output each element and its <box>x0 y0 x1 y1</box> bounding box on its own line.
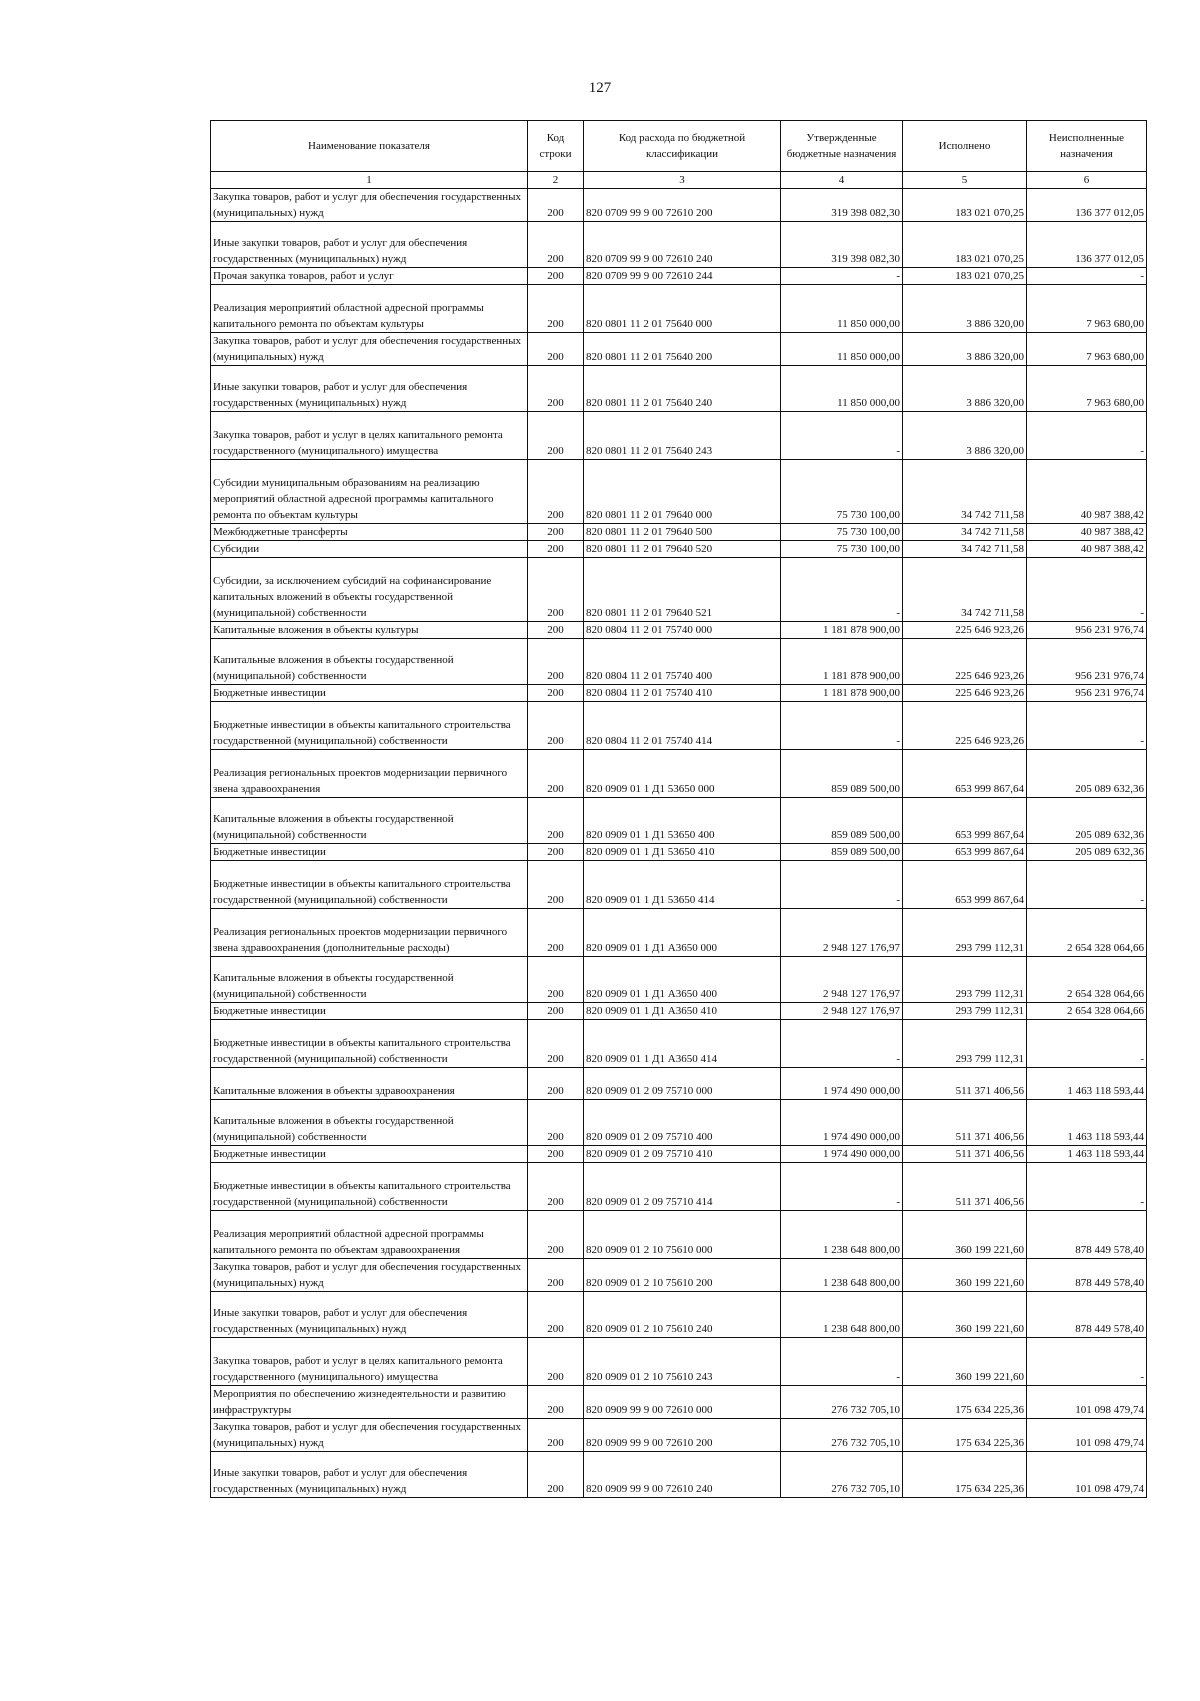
row-name: Капитальные вложения в объекты государственной (муниципальной) собственности <box>211 957 528 1003</box>
row-approved: - <box>781 861 903 909</box>
header-name: Наименование показателя <box>211 121 528 172</box>
row-line-code: 200 <box>528 1259 584 1292</box>
row-executed: 653 999 867,64 <box>903 844 1027 861</box>
row-unexecuted: 136 377 012,05 <box>1027 189 1147 222</box>
row-name: Субсидии, за исключением субсидий на софинансирование капитальных вложений в объекты государственной (муниципальной) собственности <box>211 558 528 622</box>
row-unexecuted: 956 231 976,74 <box>1027 622 1147 639</box>
row-unexecuted: - <box>1027 1020 1147 1068</box>
row-executed: 360 199 221,60 <box>903 1292 1027 1338</box>
row-name: Реализация мероприятий областной адресной программы капитального ремонта по объектам здравоохранения <box>211 1211 528 1259</box>
row-approved: 11 850 000,00 <box>781 333 903 366</box>
row-line-code: 200 <box>528 524 584 541</box>
row-line-code: 200 <box>528 861 584 909</box>
row-unexecuted: 956 231 976,74 <box>1027 639 1147 685</box>
row-executed: 175 634 225,36 <box>903 1386 1027 1419</box>
table-row <box>211 541 1147 558</box>
row-name: Реализация мероприятий областной адресной программы капитального ремонта по объектам культуры <box>211 285 528 333</box>
table-row <box>211 412 1147 460</box>
row-name: Реализация региональных проектов модернизации первичного звена здравоохранения <box>211 750 528 798</box>
row-budget-code: 820 0909 01 1 Д1 53650 410 <box>584 844 781 861</box>
row-name: Иные закупки товаров, работ и услуг для обеспечения государственных (муниципальных) нужд <box>211 222 528 268</box>
table-row <box>211 750 1147 798</box>
row-unexecuted: 101 098 479,74 <box>1027 1386 1147 1419</box>
row-executed: 653 999 867,64 <box>903 798 1027 844</box>
row-name: Иные закупки товаров, работ и услуг для обеспечения государственных (муниципальных) нужд <box>211 366 528 412</box>
row-approved: - <box>781 558 903 622</box>
row-budget-code: 820 0801 11 2 01 75640 240 <box>584 366 781 412</box>
row-budget-code: 820 0909 01 2 09 75710 400 <box>584 1100 781 1146</box>
row-approved: 276 732 705,10 <box>781 1386 903 1419</box>
row-unexecuted: 2 654 328 064,66 <box>1027 909 1147 957</box>
table-row <box>211 524 1147 541</box>
row-executed: 34 742 711,58 <box>903 541 1027 558</box>
row-approved: 2 948 127 176,97 <box>781 1003 903 1020</box>
row-line-code: 200 <box>528 189 584 222</box>
row-name: Реализация региональных проектов модернизации первичного звена здравоохранения (дополнительные расходы) <box>211 909 528 957</box>
table-row <box>211 1292 1147 1338</box>
table-row <box>211 1452 1147 1498</box>
row-approved: - <box>781 268 903 285</box>
row-executed: 360 199 221,60 <box>903 1259 1027 1292</box>
row-budget-code: 820 0909 01 2 10 75610 200 <box>584 1259 781 1292</box>
row-budget-code: 820 0909 99 9 00 72610 000 <box>584 1386 781 1419</box>
row-line-code: 200 <box>528 798 584 844</box>
row-executed: 3 886 320,00 <box>903 333 1027 366</box>
table-row <box>211 1003 1147 1020</box>
row-line-code: 200 <box>528 702 584 750</box>
row-name: Субсидии муниципальным образованиям на реализацию мероприятий областной адресной программы капитального ремонта по объектам культуры <box>211 460 528 524</box>
row-line-code: 200 <box>528 1386 584 1419</box>
column-number: 2 <box>528 172 584 189</box>
row-executed: 225 646 923,26 <box>903 702 1027 750</box>
budget-table <box>210 120 1147 1498</box>
row-approved: 1 238 648 800,00 <box>781 1259 903 1292</box>
row-unexecuted: 136 377 012,05 <box>1027 222 1147 268</box>
row-unexecuted: 40 987 388,42 <box>1027 524 1147 541</box>
row-approved: 276 732 705,10 <box>781 1419 903 1452</box>
row-budget-code: 820 0801 11 2 01 75640 243 <box>584 412 781 460</box>
row-unexecuted: - <box>1027 1338 1147 1386</box>
row-executed: 293 799 112,31 <box>903 1020 1027 1068</box>
row-name: Закупка товаров, работ и услуг для обеспечения государственных (муниципальных) нужд <box>211 1259 528 1292</box>
row-budget-code: 820 0909 01 1 Д1 53650 414 <box>584 861 781 909</box>
row-budget-code: 820 0909 01 2 10 75610 243 <box>584 1338 781 1386</box>
row-unexecuted: 205 089 632,36 <box>1027 798 1147 844</box>
row-line-code: 200 <box>528 222 584 268</box>
table-row <box>211 1146 1147 1163</box>
row-executed: 34 742 711,58 <box>903 460 1027 524</box>
row-approved: 11 850 000,00 <box>781 285 903 333</box>
row-name: Иные закупки товаров, работ и услуг для обеспечения государственных (муниципальных) нужд <box>211 1452 528 1498</box>
row-unexecuted: - <box>1027 412 1147 460</box>
row-line-code: 200 <box>528 1211 584 1259</box>
header-budget-code: Код расхода по бюджетной классификации <box>584 121 781 172</box>
row-unexecuted: 878 449 578,40 <box>1027 1259 1147 1292</box>
row-budget-code: 820 0909 01 2 09 75710 410 <box>584 1146 781 1163</box>
row-name: Бюджетные инвестиции в объекты капитального строительства государственной (муниципальной) собственности <box>211 861 528 909</box>
row-line-code: 200 <box>528 460 584 524</box>
table-header <box>211 121 1147 189</box>
row-executed: 175 634 225,36 <box>903 1452 1027 1498</box>
row-executed: 34 742 711,58 <box>903 558 1027 622</box>
row-unexecuted: 205 089 632,36 <box>1027 750 1147 798</box>
column-number: 5 <box>903 172 1027 189</box>
table-row <box>211 1100 1147 1146</box>
table-row <box>211 639 1147 685</box>
row-unexecuted: 878 449 578,40 <box>1027 1292 1147 1338</box>
row-line-code: 200 <box>528 1419 584 1452</box>
header-line-code: Код строки <box>528 121 584 172</box>
row-line-code: 200 <box>528 1100 584 1146</box>
row-line-code: 200 <box>528 268 584 285</box>
row-budget-code: 820 0909 01 2 09 75710 000 <box>584 1068 781 1100</box>
row-executed: 34 742 711,58 <box>903 524 1027 541</box>
row-approved: 1 181 878 900,00 <box>781 622 903 639</box>
row-unexecuted: 2 654 328 064,66 <box>1027 957 1147 1003</box>
table-row <box>211 268 1147 285</box>
row-unexecuted: - <box>1027 268 1147 285</box>
row-name: Закупка товаров, работ и услуг для обеспечения государственных (муниципальных) нужд <box>211 333 528 366</box>
row-executed: 293 799 112,31 <box>903 957 1027 1003</box>
row-line-code: 200 <box>528 1146 584 1163</box>
table-row <box>211 844 1147 861</box>
row-name: Мероприятия по обеспечению жизнедеятельности и развитию инфраструктуры <box>211 1386 528 1419</box>
row-executed: 293 799 112,31 <box>903 1003 1027 1020</box>
row-unexecuted: 1 463 118 593,44 <box>1027 1100 1147 1146</box>
row-approved: 75 730 100,00 <box>781 460 903 524</box>
row-unexecuted: 40 987 388,42 <box>1027 541 1147 558</box>
row-executed: 511 371 406,56 <box>903 1068 1027 1100</box>
row-line-code: 200 <box>528 1068 584 1100</box>
row-line-code: 200 <box>528 333 584 366</box>
row-executed: 183 021 070,25 <box>903 189 1027 222</box>
row-name: Бюджетные инвестиции в объекты капитального строительства государственной (муниципальной) собственности <box>211 702 528 750</box>
row-line-code: 200 <box>528 1338 584 1386</box>
row-budget-code: 820 0801 11 2 01 79640 000 <box>584 460 781 524</box>
row-name: Бюджетные инвестиции <box>211 1146 528 1163</box>
row-approved: 859 089 500,00 <box>781 844 903 861</box>
row-executed: 653 999 867,64 <box>903 861 1027 909</box>
row-budget-code: 820 0801 11 2 01 75640 200 <box>584 333 781 366</box>
row-approved: 2 948 127 176,97 <box>781 909 903 957</box>
row-unexecuted: 205 089 632,36 <box>1027 844 1147 861</box>
row-approved: 276 732 705,10 <box>781 1452 903 1498</box>
row-approved: 1 974 490 000,00 <box>781 1068 903 1100</box>
row-budget-code: 820 0801 11 2 01 79640 520 <box>584 541 781 558</box>
row-name: Закупка товаров, работ и услуг в целях капитального ремонта государственного (муниципального) имущества <box>211 412 528 460</box>
row-unexecuted: 101 098 479,74 <box>1027 1419 1147 1452</box>
row-approved: 319 398 082,30 <box>781 189 903 222</box>
column-number: 4 <box>781 172 903 189</box>
header-unexecuted: Неисполненные назначения <box>1027 121 1147 172</box>
row-budget-code: 820 0804 11 2 01 75740 414 <box>584 702 781 750</box>
row-name: Бюджетные инвестиции <box>211 844 528 861</box>
table-row <box>211 798 1147 844</box>
table-row <box>211 702 1147 750</box>
row-name: Бюджетные инвестиции в объекты капитального строительства государственной (муниципальной) собственности <box>211 1163 528 1211</box>
table-row <box>211 1338 1147 1386</box>
table-row <box>211 333 1147 366</box>
row-line-code: 200 <box>528 366 584 412</box>
row-approved: - <box>781 1338 903 1386</box>
row-budget-code: 820 0709 99 9 00 72610 244 <box>584 268 781 285</box>
header-approved: Утвержденные бюджетные назначения <box>781 121 903 172</box>
row-approved: 859 089 500,00 <box>781 750 903 798</box>
row-unexecuted: 7 963 680,00 <box>1027 285 1147 333</box>
row-line-code: 200 <box>528 909 584 957</box>
row-unexecuted: - <box>1027 1163 1147 1211</box>
row-budget-code: 820 0801 11 2 01 79640 521 <box>584 558 781 622</box>
row-budget-code: 820 0909 01 2 09 75710 414 <box>584 1163 781 1211</box>
table-row <box>211 1419 1147 1452</box>
row-name: Межбюджетные трансферты <box>211 524 528 541</box>
row-name: Бюджетные инвестиции в объекты капитального строительства государственной (муниципальной) собственности <box>211 1020 528 1068</box>
row-executed: 293 799 112,31 <box>903 909 1027 957</box>
row-line-code: 200 <box>528 558 584 622</box>
row-unexecuted: 956 231 976,74 <box>1027 685 1147 702</box>
row-approved: 11 850 000,00 <box>781 366 903 412</box>
row-unexecuted: - <box>1027 861 1147 909</box>
row-executed: 511 371 406,56 <box>903 1146 1027 1163</box>
row-budget-code: 820 0804 11 2 01 75740 410 <box>584 685 781 702</box>
table-row <box>211 366 1147 412</box>
row-line-code: 200 <box>528 957 584 1003</box>
row-executed: 511 371 406,56 <box>903 1163 1027 1211</box>
column-number: 3 <box>584 172 781 189</box>
row-unexecuted: 2 654 328 064,66 <box>1027 1003 1147 1020</box>
table-row <box>211 685 1147 702</box>
row-budget-code: 820 0801 11 2 01 79640 500 <box>584 524 781 541</box>
row-budget-code: 820 0709 99 9 00 72610 200 <box>584 189 781 222</box>
row-executed: 225 646 923,26 <box>903 622 1027 639</box>
row-name: Капитальные вложения в объекты культуры <box>211 622 528 639</box>
row-executed: 360 199 221,60 <box>903 1211 1027 1259</box>
table-row <box>211 1068 1147 1100</box>
row-executed: 653 999 867,64 <box>903 750 1027 798</box>
row-executed: 360 199 221,60 <box>903 1338 1027 1386</box>
row-approved: 1 181 878 900,00 <box>781 639 903 685</box>
row-line-code: 200 <box>528 541 584 558</box>
row-approved: 1 974 490 000,00 <box>781 1146 903 1163</box>
table-row <box>211 909 1147 957</box>
table-row <box>211 558 1147 622</box>
row-approved: - <box>781 1163 903 1211</box>
row-executed: 183 021 070,25 <box>903 268 1027 285</box>
row-executed: 225 646 923,26 <box>903 639 1027 685</box>
table-row <box>211 1386 1147 1419</box>
row-line-code: 200 <box>528 1452 584 1498</box>
table-row <box>211 957 1147 1003</box>
row-budget-code: 820 0909 01 1 Д1 А3650 400 <box>584 957 781 1003</box>
table-row <box>211 1020 1147 1068</box>
row-budget-code: 820 0909 01 2 10 75610 240 <box>584 1292 781 1338</box>
header-executed: Исполнено <box>903 121 1027 172</box>
table-row <box>211 861 1147 909</box>
table-row <box>211 1211 1147 1259</box>
row-line-code: 200 <box>528 639 584 685</box>
row-budget-code: 820 0804 11 2 01 75740 400 <box>584 639 781 685</box>
page-number: 127 <box>588 80 612 96</box>
row-unexecuted: 878 449 578,40 <box>1027 1211 1147 1259</box>
row-budget-code: 820 0909 99 9 00 72610 200 <box>584 1419 781 1452</box>
table-row <box>211 622 1147 639</box>
row-line-code: 200 <box>528 1163 584 1211</box>
table-row <box>211 222 1147 268</box>
row-unexecuted: 7 963 680,00 <box>1027 333 1147 366</box>
row-line-code: 200 <box>528 412 584 460</box>
table-row <box>211 189 1147 222</box>
table-row <box>211 1259 1147 1292</box>
table-row <box>211 1163 1147 1211</box>
row-unexecuted: 7 963 680,00 <box>1027 366 1147 412</box>
column-number: 1 <box>211 172 528 189</box>
row-approved: 75 730 100,00 <box>781 524 903 541</box>
column-number: 6 <box>1027 172 1147 189</box>
row-name: Бюджетные инвестиции <box>211 685 528 702</box>
row-line-code: 200 <box>528 1292 584 1338</box>
row-budget-code: 820 0804 11 2 01 75740 000 <box>584 622 781 639</box>
row-budget-code: 820 0909 99 9 00 72610 240 <box>584 1452 781 1498</box>
row-executed: 3 886 320,00 <box>903 366 1027 412</box>
row-budget-code: 820 0709 99 9 00 72610 240 <box>584 222 781 268</box>
row-budget-code: 820 0909 01 1 Д1 А3650 000 <box>584 909 781 957</box>
row-budget-code: 820 0801 11 2 01 75640 000 <box>584 285 781 333</box>
row-executed: 175 634 225,36 <box>903 1419 1027 1452</box>
row-executed: 3 886 320,00 <box>903 412 1027 460</box>
row-unexecuted: - <box>1027 702 1147 750</box>
row-line-code: 200 <box>528 1020 584 1068</box>
row-line-code: 200 <box>528 285 584 333</box>
row-unexecuted: 101 098 479,74 <box>1027 1452 1147 1498</box>
row-budget-code: 820 0909 01 1 Д1 А3650 414 <box>584 1020 781 1068</box>
row-line-code: 200 <box>528 685 584 702</box>
row-name: Капитальные вложения в объекты государственной (муниципальной) собственности <box>211 1100 528 1146</box>
row-name: Капитальные вложения в объекты государственной (муниципальной) собственности <box>211 639 528 685</box>
row-executed: 3 886 320,00 <box>903 285 1027 333</box>
row-approved: 75 730 100,00 <box>781 541 903 558</box>
row-approved: - <box>781 1020 903 1068</box>
row-name: Капитальные вложения в объекты здравоохранения <box>211 1068 528 1100</box>
row-executed: 183 021 070,25 <box>903 222 1027 268</box>
row-name: Капитальные вложения в объекты государственной (муниципальной) собственности <box>211 798 528 844</box>
table-body <box>211 189 1147 1498</box>
row-budget-code: 820 0909 01 1 Д1 53650 400 <box>584 798 781 844</box>
row-approved: - <box>781 412 903 460</box>
row-name: Иные закупки товаров, работ и услуг для обеспечения государственных (муниципальных) нужд <box>211 1292 528 1338</box>
row-executed: 225 646 923,26 <box>903 685 1027 702</box>
row-budget-code: 820 0909 01 1 Д1 А3650 410 <box>584 1003 781 1020</box>
row-budget-code: 820 0909 01 1 Д1 53650 000 <box>584 750 781 798</box>
row-name: Бюджетные инвестиции <box>211 1003 528 1020</box>
row-approved: 859 089 500,00 <box>781 798 903 844</box>
row-approved: 1 238 648 800,00 <box>781 1211 903 1259</box>
row-budget-code: 820 0909 01 2 10 75610 000 <box>584 1211 781 1259</box>
row-approved: 1 974 490 000,00 <box>781 1100 903 1146</box>
row-unexecuted: 1 463 118 593,44 <box>1027 1146 1147 1163</box>
row-approved: - <box>781 702 903 750</box>
row-line-code: 200 <box>528 844 584 861</box>
row-unexecuted: 1 463 118 593,44 <box>1027 1068 1147 1100</box>
row-line-code: 200 <box>528 622 584 639</box>
row-name: Закупка товаров, работ и услуг для обеспечения государственных (муниципальных) нужд <box>211 1419 528 1452</box>
row-executed: 511 371 406,56 <box>903 1100 1027 1146</box>
row-name: Закупка товаров, работ и услуг в целях капитального ремонта государственного (муниципального) имущества <box>211 1338 528 1386</box>
row-name: Прочая закупка товаров, работ и услуг <box>211 268 528 285</box>
table-row <box>211 285 1147 333</box>
row-line-code: 200 <box>528 1003 584 1020</box>
row-approved: 2 948 127 176,97 <box>781 957 903 1003</box>
row-name: Закупка товаров, работ и услуг для обеспечения государственных (муниципальных) нужд <box>211 189 528 222</box>
row-approved: 1 181 878 900,00 <box>781 685 903 702</box>
row-approved: 1 238 648 800,00 <box>781 1292 903 1338</box>
table-row <box>211 460 1147 524</box>
row-unexecuted: 40 987 388,42 <box>1027 460 1147 524</box>
row-name: Субсидии <box>211 541 528 558</box>
row-unexecuted: - <box>1027 558 1147 622</box>
row-approved: 319 398 082,30 <box>781 222 903 268</box>
row-line-code: 200 <box>528 750 584 798</box>
